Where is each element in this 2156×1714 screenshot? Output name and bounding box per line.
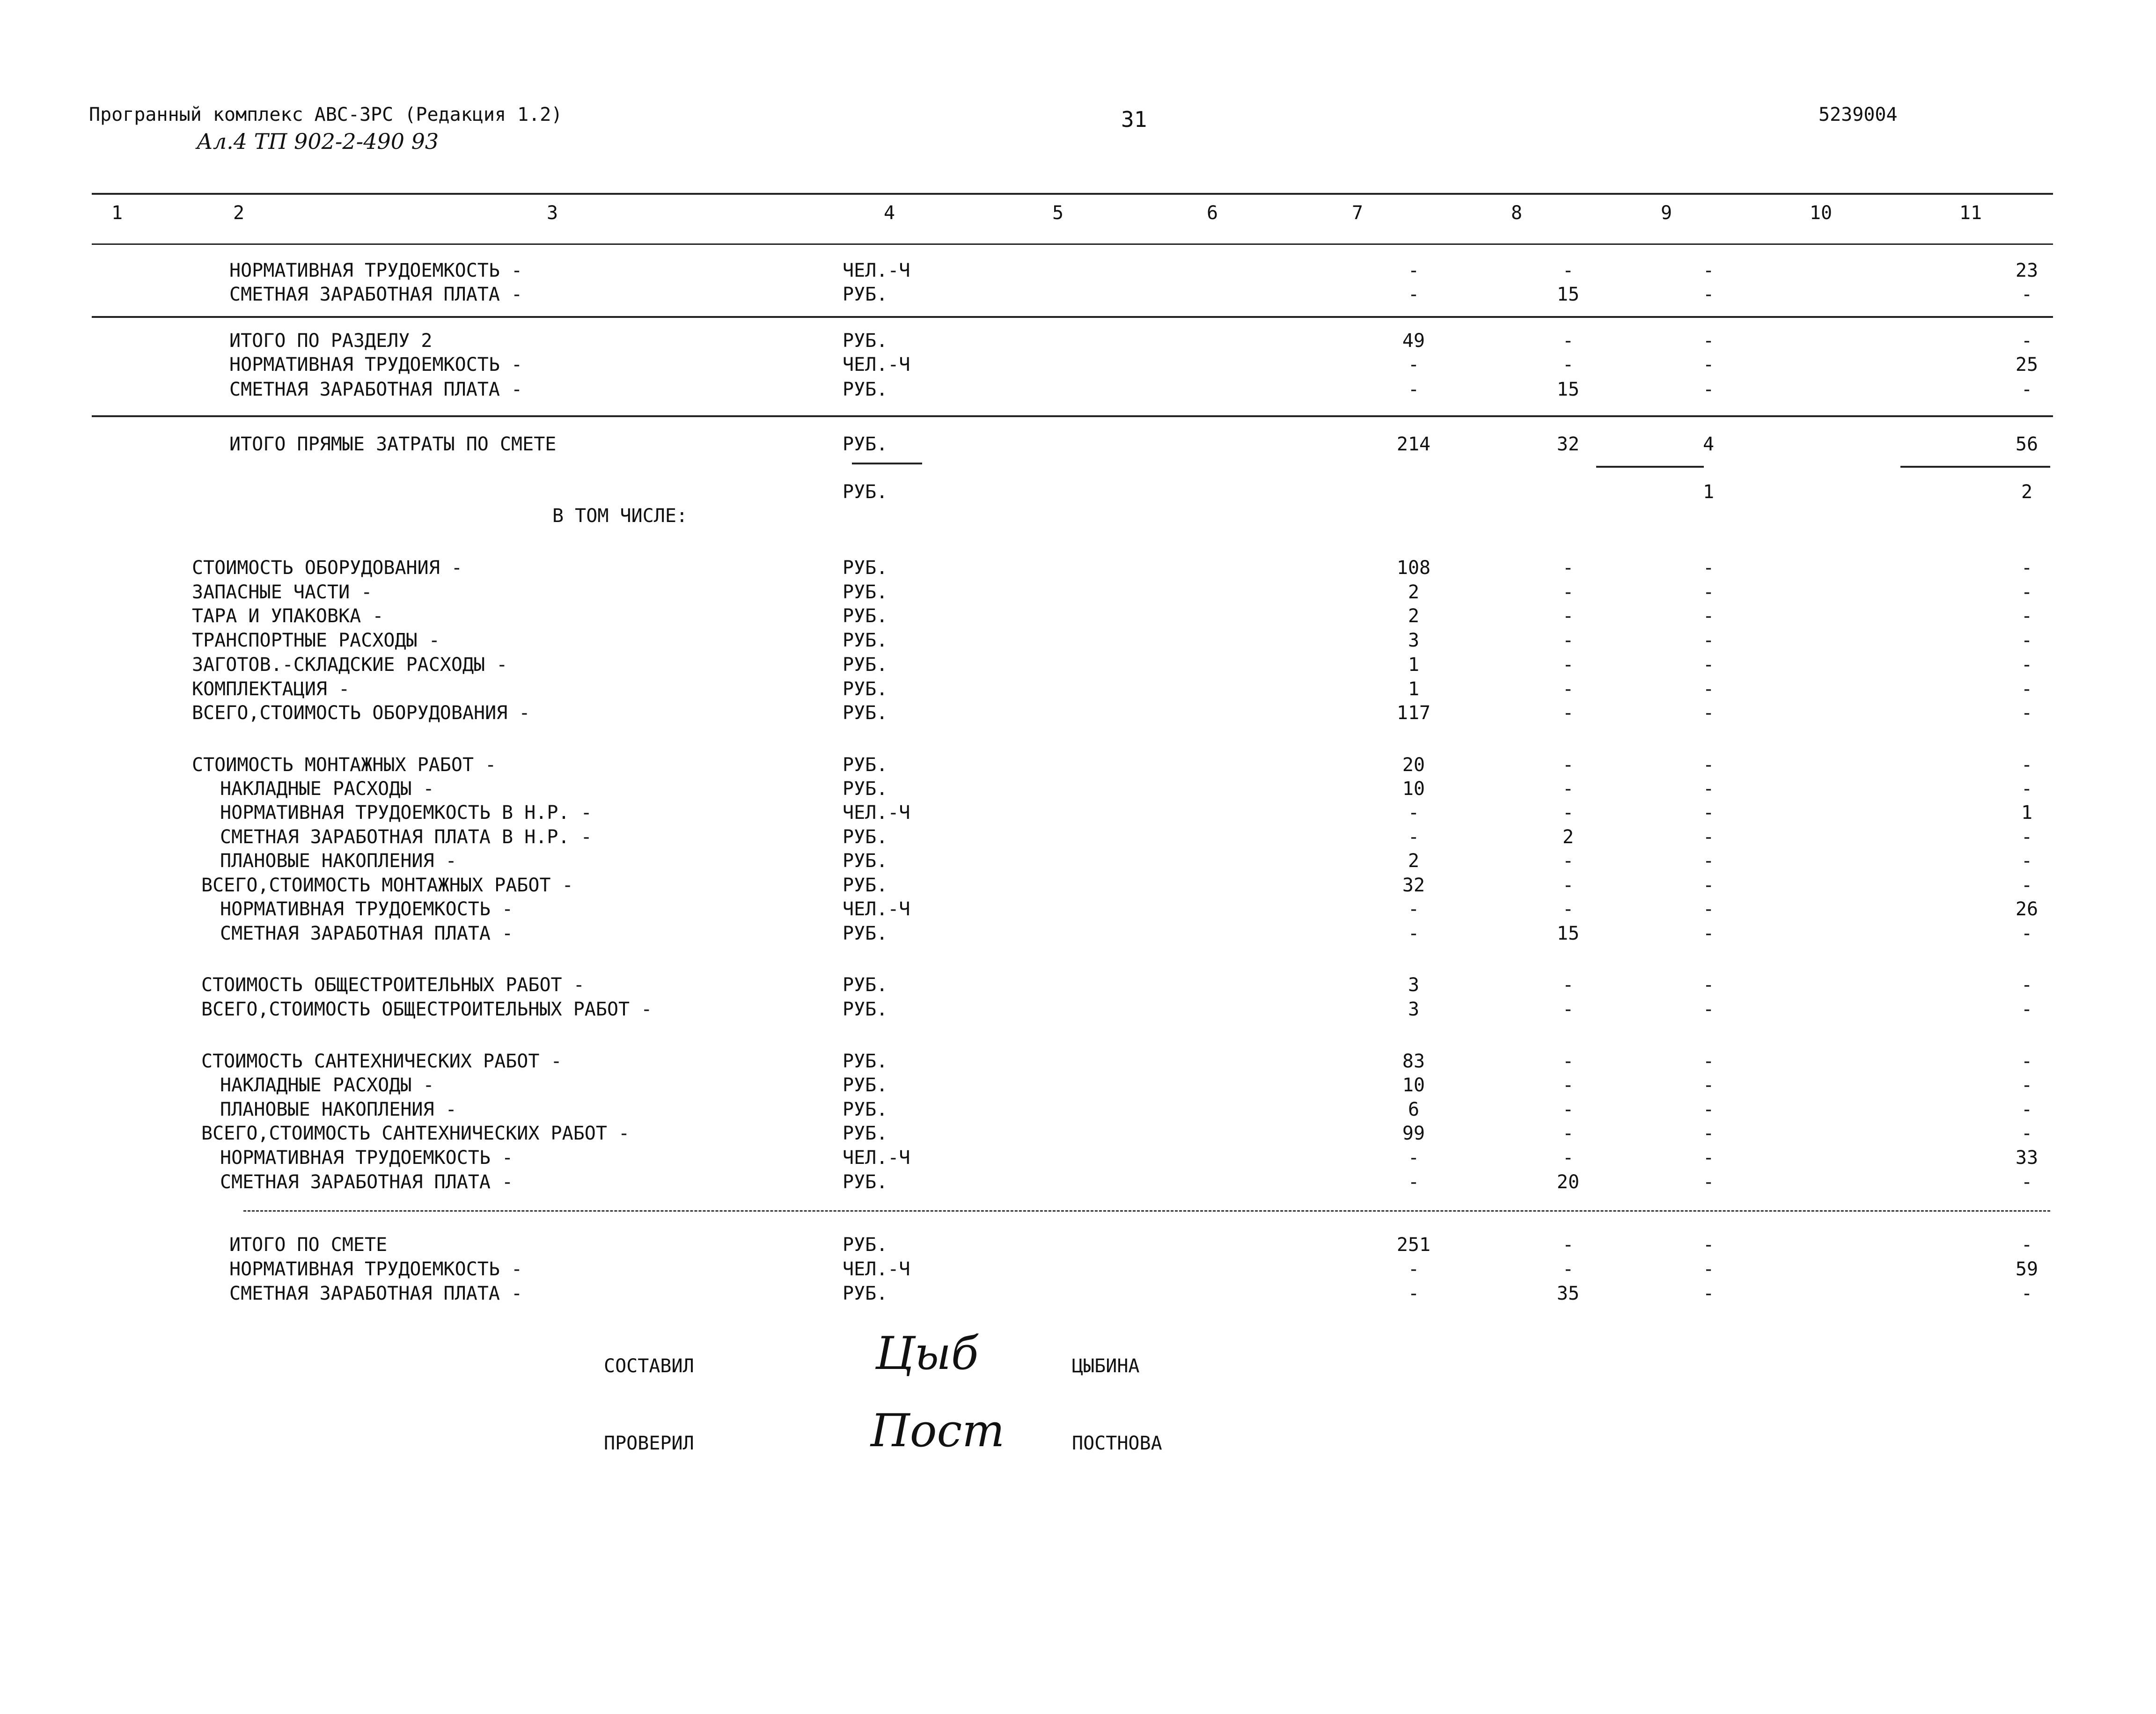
row-unit: ЧЕЛ.-Ч xyxy=(843,898,910,920)
value-col9: - xyxy=(1702,260,1715,281)
value-col8: - xyxy=(1562,678,1574,700)
checked-by-label: ПРОВЕРИЛ xyxy=(604,1433,694,1454)
value-col7: - xyxy=(1408,379,1420,400)
row-label: ВСЕГО,СТОИМОСТЬ ОБЩЕСТРОИТЕЛЬНЫХ РАБОТ - xyxy=(201,999,653,1020)
value-col11: - xyxy=(2021,974,2033,996)
row-label: ЗАГОТОВ.-СКЛАДСКИЕ РАСХОДЫ - xyxy=(192,654,508,676)
value-col7: 251 xyxy=(1396,1234,1431,1256)
row-unit: РУБ. xyxy=(843,923,888,944)
value-col11: - xyxy=(2021,379,2033,400)
row-label: СТОИМОСТЬ МОНТАЖНЫХ РАБОТ - xyxy=(192,754,497,776)
value-col11: - xyxy=(2021,1283,2033,1304)
value-col7: - xyxy=(1408,354,1420,375)
value-col11: - xyxy=(2021,923,2033,944)
value-col11: 25 xyxy=(2015,354,2039,375)
value-col11: - xyxy=(2021,999,2033,1020)
value-col8: - xyxy=(1562,1074,1574,1096)
value-col9: - xyxy=(1702,1283,1715,1304)
value-col11: - xyxy=(2021,1051,2033,1072)
value-col9: - xyxy=(1702,850,1715,872)
row-label: ПЛАНОВЫЕ НАКОПЛЕНИЯ - xyxy=(220,1099,457,1120)
value-col8: - xyxy=(1562,1123,1574,1144)
compiled-by-label: СОСТАВИЛ xyxy=(604,1355,694,1377)
value-col9: - xyxy=(1702,630,1715,651)
column-number: 6 xyxy=(1206,202,1218,224)
column-number: 5 xyxy=(1052,202,1064,224)
value-col11: 1 xyxy=(2021,802,2033,824)
value-col8: - xyxy=(1562,875,1574,896)
row-unit: РУБ. xyxy=(843,1171,888,1193)
row-label: СТОИМОСТЬ ОБОРУДОВАНИЯ - xyxy=(192,557,462,579)
value-col11: - xyxy=(2021,557,2033,579)
value-col7: 2 xyxy=(1408,605,1420,627)
row-label: КОМПЛЕКТАЦИЯ - xyxy=(192,678,350,700)
value-col7: 10 xyxy=(1402,778,1425,800)
value-col8: - xyxy=(1562,1051,1574,1072)
column-number: 2 xyxy=(233,202,245,224)
value-col7: 3 xyxy=(1408,630,1420,651)
row-label: НОРМАТИВНАЯ ТРУДОЕМКОСТЬ - xyxy=(229,260,523,281)
value-col9: - xyxy=(1702,605,1715,627)
row-unit: РУБ. xyxy=(843,379,888,400)
row-unit: РУБ. xyxy=(843,1051,888,1072)
value-col11: - xyxy=(2021,654,2033,676)
row-unit: РУБ. xyxy=(843,654,888,676)
value-col8: - xyxy=(1562,754,1574,776)
value-col11: - xyxy=(2021,702,2033,724)
value-col8: 15 xyxy=(1556,923,1580,944)
value-col11: - xyxy=(2021,581,2033,603)
value-col7: - xyxy=(1408,1147,1420,1169)
value-col7: 1 xyxy=(1408,654,1420,676)
row-unit: РУБ. xyxy=(843,557,888,579)
row-unit: ЧЕЛ.-Ч xyxy=(843,354,910,375)
row-unit: РУБ. xyxy=(843,630,888,651)
row-label: СМЕТНАЯ ЗАРАБОТНАЯ ПЛАТА - xyxy=(220,1171,513,1193)
value-col7: 108 xyxy=(1396,557,1431,579)
value-col8: 15 xyxy=(1556,284,1580,305)
value-col7: - xyxy=(1408,1258,1420,1280)
value-col9: - xyxy=(1702,974,1715,996)
value-col9: - xyxy=(1702,1123,1715,1144)
subtotal-rule xyxy=(1596,466,1704,468)
row-label: ТРАНСПОРТНЫЕ РАСХОДЫ - xyxy=(192,630,440,651)
value-col11: 33 xyxy=(2015,1147,2039,1169)
row-label: ИТОГО ПРЯМЫЕ ЗАТРАТЫ ПО СМЕТЕ xyxy=(229,434,557,455)
value-col8: - xyxy=(1562,354,1574,375)
value-col8: - xyxy=(1562,581,1574,603)
value-col8: - xyxy=(1562,1234,1574,1256)
row-unit: ЧЕЛ.-Ч xyxy=(843,1147,910,1169)
row-label: СМЕТНАЯ ЗАРАБОТНАЯ ПЛАТА - xyxy=(229,284,523,305)
value-col9: - xyxy=(1702,1074,1715,1096)
value-col11: - xyxy=(2021,850,2033,872)
value-col7: - xyxy=(1408,923,1420,944)
value-col9: - xyxy=(1702,754,1715,776)
value-col11: - xyxy=(2021,826,2033,848)
value-col9: - xyxy=(1702,581,1715,603)
row-label: СМЕТНАЯ ЗАРАБОТНАЯ ПЛАТА В Н.Р. - xyxy=(220,826,592,848)
value-col8: - xyxy=(1562,330,1574,352)
value-col11: - xyxy=(2021,1171,2033,1193)
checked-by-signature: Пост xyxy=(871,1405,1005,1457)
checked-by-name: ПОСТНОВА xyxy=(1072,1433,1162,1454)
value-col8: - xyxy=(1562,802,1574,824)
value-col9: - xyxy=(1702,678,1715,700)
row-label: ЗАПАСНЫЕ ЧАСТИ - xyxy=(192,581,373,603)
value-col8: - xyxy=(1562,1258,1574,1280)
value-col7: - xyxy=(1408,802,1420,824)
document-code: 5239004 xyxy=(1819,104,1898,125)
section-rule xyxy=(92,316,2053,318)
row-unit: РУБ. xyxy=(843,481,888,503)
row-label: НОРМАТИВНАЯ ТРУДОЕМКОСТЬ - xyxy=(220,898,513,920)
value-col11: - xyxy=(2021,1099,2033,1120)
row-label: СМЕТНАЯ ЗАРАБОТНАЯ ПЛАТА - xyxy=(220,923,513,944)
value-col8: - xyxy=(1562,974,1574,996)
program-title: Програнный комплекс АВС-ЗРС (Редакция 1.2) xyxy=(89,104,563,125)
page-number: 31 xyxy=(1121,107,1147,132)
value-col9: - xyxy=(1702,354,1715,375)
value-col8: 35 xyxy=(1556,1283,1580,1304)
value-col7: 2 xyxy=(1408,850,1420,872)
column-number: 10 xyxy=(1809,202,1833,224)
value-col9: - xyxy=(1702,802,1715,824)
row-label: ВСЕГО,СТОИМОСТЬ САНТЕХНИЧЕСКИХ РАБОТ - xyxy=(201,1123,630,1144)
section-rule xyxy=(92,415,2053,417)
row-label: НАКЛАДНЫЕ РАСХОДЫ - xyxy=(220,778,434,800)
value-col8: - xyxy=(1562,630,1574,651)
row-unit: РУБ. xyxy=(843,1283,888,1304)
row-label: СТОИМОСТЬ ОБЩЕСТРОИТЕЛЬНЫХ РАБОТ - xyxy=(201,974,585,996)
row-label: ТАРА И УПАКОВКА - xyxy=(192,605,384,627)
value-col8: - xyxy=(1562,702,1574,724)
compiled-by-name: ЦЫБИНА xyxy=(1072,1355,1140,1377)
row-unit: РУБ. xyxy=(843,1234,888,1256)
row-unit: ЧЕЛ.-Ч xyxy=(843,260,910,281)
value-col7: 99 xyxy=(1402,1123,1425,1144)
value-col7: - xyxy=(1408,284,1420,305)
value-col11: - xyxy=(2021,754,2033,776)
row-label: ИТОГО ПО СМЕТЕ xyxy=(229,1234,388,1256)
row-label: ВСЕГО,СТОИМОСТЬ МОНТАЖНЫХ РАБОТ - xyxy=(201,875,573,896)
section-rule xyxy=(243,1210,2050,1212)
row-unit: РУБ. xyxy=(843,605,888,627)
value-col7: - xyxy=(1408,1171,1420,1193)
row-unit: РУБ. xyxy=(843,778,888,800)
row-label: СТОИМОСТЬ САНТЕХНИЧЕСКИХ РАБОТ - xyxy=(201,1051,562,1072)
row-unit: РУБ. xyxy=(843,974,888,996)
column-number: 9 xyxy=(1660,202,1672,224)
value-col7: 3 xyxy=(1408,999,1420,1020)
value-col11: - xyxy=(2021,1074,2033,1096)
row-unit: ЧЕЛ.-Ч xyxy=(843,1258,910,1280)
row-unit: РУБ. xyxy=(843,1099,888,1120)
value-col9: - xyxy=(1702,1258,1715,1280)
row-label: НОРМАТИВНАЯ ТРУДОЕМКОСТЬ - xyxy=(220,1147,513,1169)
value-col9: - xyxy=(1702,284,1715,305)
value-col9: - xyxy=(1702,875,1715,896)
value-col7: 10 xyxy=(1402,1074,1425,1096)
value-col8: 2 xyxy=(1562,826,1574,848)
value-col9: 1 xyxy=(1702,481,1715,503)
value-col9: - xyxy=(1702,898,1715,920)
value-col7: 214 xyxy=(1396,434,1431,455)
value-col9: - xyxy=(1702,379,1715,400)
row-unit: РУБ. xyxy=(843,850,888,872)
value-col9: - xyxy=(1702,557,1715,579)
value-col11: 23 xyxy=(2015,260,2039,281)
value-col8: 32 xyxy=(1556,434,1580,455)
row-unit: РУБ. xyxy=(843,1074,888,1096)
value-col7: - xyxy=(1408,1283,1420,1304)
value-col7: 83 xyxy=(1402,1051,1425,1072)
value-col8: - xyxy=(1562,654,1574,676)
value-col9: - xyxy=(1702,1234,1715,1256)
row-label: СМЕТНАЯ ЗАРАБОТНАЯ ПЛАТА - xyxy=(229,379,523,400)
value-col9: - xyxy=(1702,999,1715,1020)
row-label: СМЕТНАЯ ЗАРАБОТНАЯ ПЛАТА - xyxy=(229,1283,523,1304)
value-col7: 49 xyxy=(1402,330,1425,352)
value-col9: - xyxy=(1702,654,1715,676)
value-col9: - xyxy=(1702,1051,1715,1072)
row-label: НОРМАТИВНАЯ ТРУДОЕМКОСТЬ - xyxy=(229,1258,523,1280)
row-unit: РУБ. xyxy=(843,1123,888,1144)
column-number: 7 xyxy=(1351,202,1364,224)
value-col8: - xyxy=(1562,557,1574,579)
value-col9: - xyxy=(1702,1099,1715,1120)
value-col7: 6 xyxy=(1408,1099,1420,1120)
value-col8: - xyxy=(1562,260,1574,281)
value-col8: - xyxy=(1562,999,1574,1020)
row-label: НОРМАТИВНАЯ ТРУДОЕМКОСТЬ - xyxy=(229,354,523,375)
column-number-rule xyxy=(92,243,2053,245)
row-unit: РУБ. xyxy=(843,581,888,603)
value-col8: - xyxy=(1562,850,1574,872)
row-label: ИТОГО ПО РАЗДЕЛУ 2 xyxy=(229,330,433,352)
row-unit: РУБ. xyxy=(843,330,888,352)
value-col9: - xyxy=(1702,1171,1715,1193)
value-col9: - xyxy=(1702,330,1715,352)
value-col8: - xyxy=(1562,1147,1574,1169)
value-col7: 1 xyxy=(1408,678,1420,700)
value-col7: - xyxy=(1408,898,1420,920)
value-col7: 117 xyxy=(1396,702,1431,724)
row-unit: РУБ. xyxy=(843,284,888,305)
value-col8: - xyxy=(1562,605,1574,627)
value-col11: - xyxy=(2021,1123,2033,1144)
value-col7: - xyxy=(1408,826,1420,848)
row-unit: РУБ. xyxy=(843,434,888,455)
row-unit: РУБ. xyxy=(843,702,888,724)
row-unit: РУБ. xyxy=(843,754,888,776)
value-col11: 56 xyxy=(2015,434,2039,455)
subtotal-rule xyxy=(1900,466,2050,468)
row-unit: ЧЕЛ.-Ч xyxy=(843,802,910,824)
row-unit: РУБ. xyxy=(843,999,888,1020)
value-col8: - xyxy=(1562,778,1574,800)
row-label: ВСЕГО,СТОИМОСТЬ ОБОРУДОВАНИЯ - xyxy=(192,702,530,724)
album-reference: Ал.4 ТП 902-2-490 93 xyxy=(197,129,439,154)
row-label: НАКЛАДНЫЕ РАСХОДЫ - xyxy=(220,1074,434,1096)
value-col11: - xyxy=(2021,630,2033,651)
value-col11: - xyxy=(2021,875,2033,896)
value-col11: - xyxy=(2021,1234,2033,1256)
column-number: 1 xyxy=(111,202,123,224)
value-col11: - xyxy=(2021,778,2033,800)
value-col7: 3 xyxy=(1408,974,1420,996)
value-col7: 2 xyxy=(1408,581,1420,603)
value-col11: - xyxy=(2021,678,2033,700)
value-col9: - xyxy=(1702,778,1715,800)
value-col11: - xyxy=(2021,605,2033,627)
value-col9: 4 xyxy=(1702,434,1715,455)
row-label: НОРМАТИВНАЯ ТРУДОЕМКОСТЬ В Н.Р. - xyxy=(220,802,592,824)
row-unit: РУБ. xyxy=(843,678,888,700)
value-col11: - xyxy=(2021,284,2033,305)
value-col7: 32 xyxy=(1402,875,1425,896)
value-col9: - xyxy=(1702,1147,1715,1169)
value-col9: - xyxy=(1702,923,1715,944)
table-top-rule xyxy=(92,193,2053,195)
value-col11: - xyxy=(2021,330,2033,352)
value-col7: - xyxy=(1408,260,1420,281)
subtotal-rule xyxy=(852,463,922,464)
column-number: 11 xyxy=(1959,202,1982,224)
compiled-by-signature: Цыб xyxy=(875,1327,979,1380)
column-number: 4 xyxy=(883,202,895,224)
row-unit: РУБ. xyxy=(843,875,888,896)
column-number: 8 xyxy=(1511,202,1523,224)
value-col8: - xyxy=(1562,1099,1574,1120)
row-unit: РУБ. xyxy=(843,826,888,848)
value-col9: - xyxy=(1702,702,1715,724)
value-col7: 20 xyxy=(1402,754,1425,776)
value-col9: - xyxy=(1702,826,1715,848)
column-number: 3 xyxy=(546,202,558,224)
value-col11: 2 xyxy=(2021,481,2033,503)
value-col8: - xyxy=(1562,898,1574,920)
row-label: В ТОМ ЧИСЛЕ: xyxy=(552,505,688,527)
value-col8: 20 xyxy=(1556,1171,1580,1193)
value-col11: 26 xyxy=(2015,898,2039,920)
value-col11: 59 xyxy=(2015,1258,2039,1280)
value-col8: 15 xyxy=(1556,379,1580,400)
row-label: ПЛАНОВЫЕ НАКОПЛЕНИЯ - xyxy=(220,850,457,872)
